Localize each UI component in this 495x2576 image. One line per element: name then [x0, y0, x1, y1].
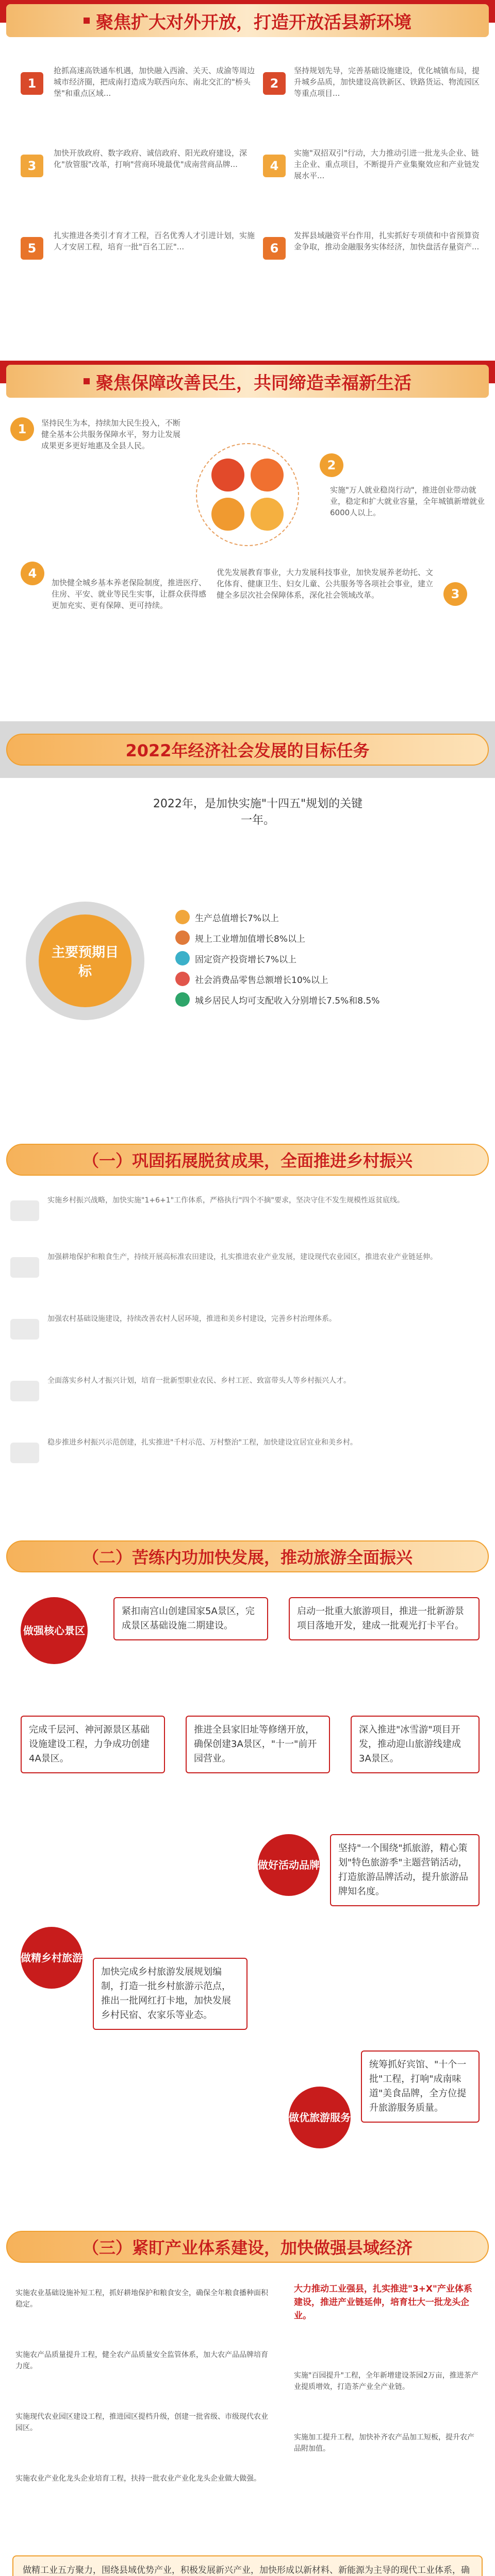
- factory-icon: [175, 930, 190, 945]
- section2-title: 聚焦保障改善民生，共同缔造幸福新生活: [6, 365, 489, 398]
- section2-item-2: 实施"万人就业稳岗行动"，推进创业带动就业，稳定和扩大就业容量，全年城镇新增就业6000人以上。: [330, 485, 485, 517]
- people-icon: [175, 992, 190, 1007]
- item-number-2: 2: [263, 72, 286, 95]
- section1-item-3: 加快开放政府、数字政府、诚信政府、阳光政府建设，深化"放管服"改革，打响"营商环境最优"成南营商品牌...: [54, 148, 248, 169]
- briefcase-icon: [211, 459, 244, 492]
- partA-row: 全面落实乡村人才振兴计划，培育一批新型职业农民、乡村工匠、致富带头人等乡村振兴人才。: [47, 1377, 351, 1385]
- item-number-6: 6: [263, 237, 286, 260]
- tag-tourism-service: 做优旅游服务: [289, 2087, 351, 2148]
- section1-item-1: 抢抓高速高铁通车机遇，加快融入西渝、关天、成渝等周边城市经济圈，把成南打造成为联西向东、南北交汇的"桥头堡"和重点区域...: [54, 66, 255, 98]
- partA-row: 加强农村基础设施建设，持续改善农村人居环境，推进和美乡村建设，完善乡村治理体系。: [47, 1315, 336, 1323]
- partC-row: 实施现代农业园区建设工程，推进园区提档升级，创建一批省级、市级现代农业园区。: [15, 2413, 268, 2432]
- partA-row-icon: [10, 1443, 39, 1463]
- section1-item-6: 发挥县域融资平台作用，扎实抓好专项债和中省预算资金争取，推动金融服务实体经济，加快盘活存量资产...: [294, 231, 480, 251]
- section1-title: 聚焦扩大对外开放，打造开放活县新环境: [6, 4, 489, 37]
- partB-title: （二）苦练内功加快发展，推动旅游全面振兴: [6, 1540, 489, 1572]
- medical-icon: [211, 498, 244, 531]
- building-icon: [175, 951, 190, 965]
- title-square-icon: [84, 18, 90, 24]
- section2-item-4: 加快健全城乡基本养老保险制度，推进医疗、住房、平安、就业等民生实事，让群众获得感更加充实、更有保障、更可持续。: [52, 578, 207, 610]
- s2-badge-1: 1: [10, 417, 34, 441]
- partC-right-row: 实施"百园提升"工程，全年新增建设茶园2万亩，推进茶产业提质增效，打造茶产业全产业链。: [294, 2371, 478, 2391]
- partB-card: 统筹抓好宾馆、"十个一批"工程，打响"成南味道"美食品牌，全方位提升旅游服务质量。: [361, 2050, 480, 2123]
- cart-icon: [175, 972, 190, 986]
- target-list: [175, 907, 485, 1010]
- item-number-5: 5: [21, 237, 43, 260]
- partC-row: 实施农产品质量提升工程，健全农产品质量安全监管体系，加大农产品品牌培育力度。: [15, 2351, 268, 2370]
- partB-card: 深入推进"冰雪游"项目开发，推动迎山旅游线建成3A景区。: [351, 1716, 480, 1773]
- partA-row: 实施乡村振兴战略，加快实施"1+6+1"工作体系，严格执行"四个不摘"要求，坚决守住不发生规模性返贫底线。: [47, 1196, 404, 1205]
- partB-card: 紧扣南宫山创建国家5A景区，完成景区基础设施二期建设。: [113, 1597, 268, 1640]
- partA-row: 稳步推进乡村振兴示范创建，扎实推进"千村示范、万村整治"工程，加快建设宜居宜业和美乡村。: [47, 1438, 357, 1447]
- partA-row-icon: [10, 1257, 39, 1278]
- partB-card: 推进全县家旧址等修缮开放，确保创建3A景区，"十一"前开园营业。: [186, 1716, 330, 1773]
- partC-right-row: 实施加工提升工程，加快补齐农产品加工短板，提升农产品附加值。: [294, 2433, 474, 2453]
- tag-event-brand: 做好活动品牌: [258, 1834, 320, 1896]
- partC-side-note: 大力推动工业强县，扎实推进"3+X"产业体系建设，推进产业链延伸，培育壮大一批龙头企业。: [294, 2284, 472, 2321]
- partA-row-icon: [10, 1200, 39, 1221]
- item-number-1: 1: [21, 72, 43, 95]
- item-number-4: 4: [263, 155, 286, 177]
- s2-badge-2: 2: [320, 453, 343, 477]
- home-icon: [251, 498, 284, 531]
- partA-row-icon: [10, 1381, 39, 1401]
- section2-item-1: 坚持民生为本，持续加大民生投入，不断健全基本公共服务保障水平，努力让发展成果更多更好地惠及全县人民。: [41, 418, 181, 450]
- partB-card: 完成千层河、神河源景区基础设施建设工程，力争成功创建4A景区。: [21, 1716, 165, 1773]
- target-item: 城乡居民人均可支配收入分别增长7.5%和8.5%: [175, 989, 485, 1010]
- section2-item-3: 优先发展教育事业，大力发展科技事业，加快发展养老幼托、文化体育、健康卫生、妇女儿童、公共服务等各项社会事业，建立健全多层次社会保障体系，深化社会领域改革。: [217, 568, 434, 600]
- partA-row: 加强耕地保护和粮食生产，持续开展高标准农田建设，扎实推进农业产业发展，建设现代农业园区，推进农业产业链延伸。: [47, 1253, 437, 1261]
- target-item: 社会消费品零售总额增长10%以上: [175, 969, 485, 989]
- section1-item-4: 实施"双招双引"行动，大力推动引进一批龙头企业、链主企业、重点项目，不断提升产业集聚效应和产业链发展水平...: [294, 148, 480, 180]
- s2-badge-3: 3: [443, 582, 467, 606]
- partB-card: 坚持"一个围绕"抓旅游，精心策划"特色旅游季"主题营销活动，打造旅游品牌活动，提升旅游品牌知名度。: [330, 1834, 480, 1906]
- partA-title: （一）巩固拓展脱贫成果，全面推进乡村振兴: [6, 1144, 489, 1176]
- partA-row-icon: [10, 1319, 39, 1340]
- targets-title: 2022年经济社会发展的目标任务: [6, 734, 489, 766]
- dashed-ring: [196, 443, 299, 546]
- section1-grid: [10, 52, 485, 294]
- section1-item-5: 扎实推进各类引才育才工程，百名优秀人才引进计划，实施人才安居工程，培育一批"百名工匠"...: [54, 231, 255, 251]
- s2-center-graphic: [196, 443, 299, 546]
- partC-title: （三）紧盯产业体系建设，加快做强县域经济: [6, 2231, 489, 2263]
- partB-card: 启动一批重大旅游项目，推进一批新游景项目落地开发，建成一批观光打卡平台。: [289, 1597, 480, 1640]
- target-item: 固定资产投资增长7%以上: [175, 948, 485, 969]
- tag-rural-tourism: 做精乡村旅游: [21, 1927, 82, 1989]
- s2-badge-4: 4: [21, 562, 44, 585]
- coin-icon: [175, 910, 190, 924]
- title-square-icon: [84, 378, 90, 384]
- section1-item-2: 坚持规划先导，完善基础设施建设，优化城镇布局，提升城乡品质，加快建设高铁新区、铁路货运、物流园区等重点项目...: [294, 66, 480, 98]
- target-item: 规上工业增加值增长8%以上: [175, 927, 485, 948]
- partC-row: 实施农业产业化龙头企业培育工程，扶持一批农业产业化龙头企业做大做强。: [15, 2475, 261, 2483]
- item-number-3: 3: [21, 155, 43, 177]
- targets-intro: 2022年，是加快实施"十四五"规划的关键一年。: [153, 798, 363, 827]
- tag-core-scenic: 做强核心景区: [21, 1597, 88, 1664]
- book-icon: [251, 459, 284, 492]
- partD-lead: 做精工业五方聚力，围绕县域优势产业，积极发展新兴产业，加快形成以新材料、新能源为主导的现代工业体系，确: [12, 2555, 483, 2576]
- partC-row: 实施农业基础设施补短工程，抓好耕地保护和粮食安全，确保全年粮食播种面积稳定。: [15, 2289, 268, 2309]
- partB-card: 加快完成乡村旅游发展规划编制，打造一批乡村旅游示范点，推出一批网红打卡地，加快发展乡村民宿、农家乐等业态。: [93, 1958, 248, 2030]
- target-badge: 主要预期目标: [39, 914, 131, 1007]
- target-item: 生产总值增长7%以上: [175, 907, 485, 927]
